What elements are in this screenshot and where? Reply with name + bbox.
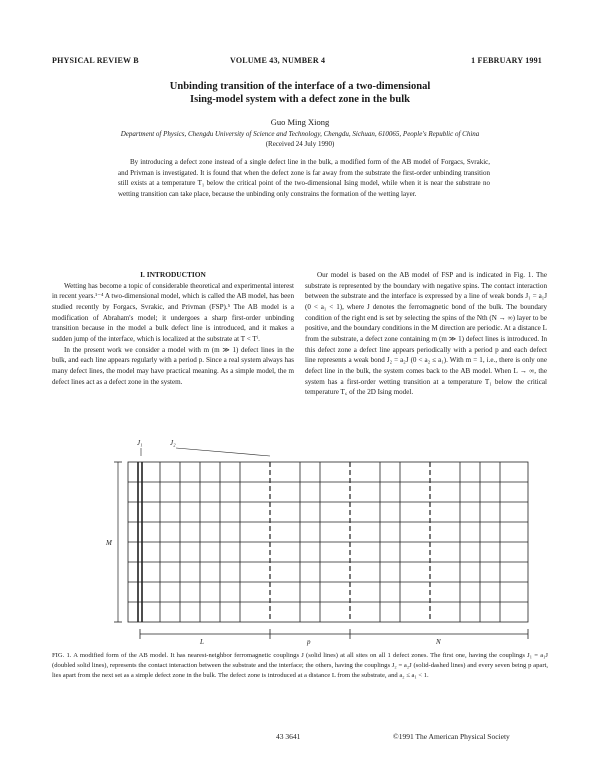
label-m: M bbox=[106, 539, 112, 547]
left-paragraph-1: Wetting has become a topic of considerable theoretical and experimental interest in recent years.¹⁻⁴ A two-dimensional model, which is called the AB model, has been studied recently by Forgacs, Svrakic, and Privman (FSP).⁵ The AB model is a modification of Abraham's model; it undergoes a sharp first-order unbinding transition because in the model a bulk defect line is introduced, and it makes a sudden jump of the interface, which is localized at the substrate at T < Tⁱ. bbox=[52, 281, 294, 343]
label-j1: J₁ bbox=[137, 439, 143, 447]
title-line-2: Ising-model system with a defect zone in the bulk bbox=[190, 94, 410, 105]
label-j2: J₂ bbox=[170, 439, 176, 447]
right-paragraph-1: Our model is based on the AB model of FSP and is indicated in Fig. 1. The substrate is represented by the boundary with negative spins. The contact interaction between the substrate and the interface is expressed by a line of weak bonds J₁ = a₁J (0 < a₁ < 1), where J denotes the ferromagnetic bond of the bulk. The boundary condition of the right end is set by selecting the spins of the Nth (N → ∞) layer to be positive, and the boundary conditions in the M direction are periodic. At a distance L from the substrate, a defect zone containing m (m ≫ 1) defect lines is introduced. In this defect zone a defect line appears periodically with a period p and each defect line represents a weak bond J₂ = a₂J (0 < a₂ ≤ a₁). With m = 1, i.e., there is only one defect line in the bulk, the system comes back to the AB model. When L → ∞, the system has a first-order wetting transition at a temperature T₁ below the critical temperature T꜀ of the 2D Ising model. bbox=[305, 271, 547, 397]
label-l: L bbox=[200, 638, 204, 646]
title-line-1: Unbinding transition of the interface of a two-dimensional bbox=[169, 81, 431, 92]
author: Guo Ming Xiong bbox=[270, 117, 330, 127]
issue-date: 1 FEBRUARY 1991 bbox=[471, 56, 542, 65]
affiliation: Department of Physics, Chengdu University of Science and Technology, Chengdu, Sichuan, 610065, People's Republic of China bbox=[120, 130, 480, 138]
label-n: N bbox=[436, 638, 441, 646]
copyright: ©1991 The American Physical Society bbox=[393, 732, 510, 741]
label-p: p bbox=[307, 638, 311, 646]
section-heading: I. INTRODUCTION bbox=[140, 270, 206, 279]
received-date: (Received 24 July 1990) bbox=[265, 140, 335, 148]
lattice-grid bbox=[114, 448, 528, 639]
figure-caption: FIG. 1. A modified form of the AB model. It has nearest-neighbor ferromagnetic couplings J (solid lines) at all sites on all 1 defect zones. The first one, having the couplings J₁ = a₁J (doubled solid lines), represents the contact interaction between the substrate and the interface; the others, having the couplings J₂ = a₂J (solid-dashed lines) and every seven being p apart, lies apart from the next set as a simple defect zone in the bulk. The defect zone is introduced at a distance L from the substrate, and a₂ ≤ a₁ < 1. bbox=[52, 652, 548, 679]
abstract: By introducing a defect zone instead of a single defect line in the bulk, a modified form of the AB model of Forgacs, Svrakic, and Privman is investigated. It is found that when the defect zone is far away from the substrate the first-order unbinding transition still exists at a temperature T₁ below the critical point of the two-dimensional Ising model, while when it is near the substrate no wetting transition can take place, because the unbinding only constrains the formation of the wetting layer. bbox=[118, 158, 490, 198]
left-paragraph-2: In the present work we consider a model with m (m ≫ 1) defect lines in the bulk, and each line appears regularly with a period p. Since a real system always has many defect lines, the model may have practical meaning. As a simple model, the m defect lines act as a defect zone in the system. bbox=[52, 345, 294, 386]
page-number: 43 3641 bbox=[276, 732, 301, 741]
journal-name: PHYSICAL REVIEW B bbox=[52, 56, 139, 65]
volume-number: VOLUME 43, NUMBER 4 bbox=[230, 56, 326, 65]
